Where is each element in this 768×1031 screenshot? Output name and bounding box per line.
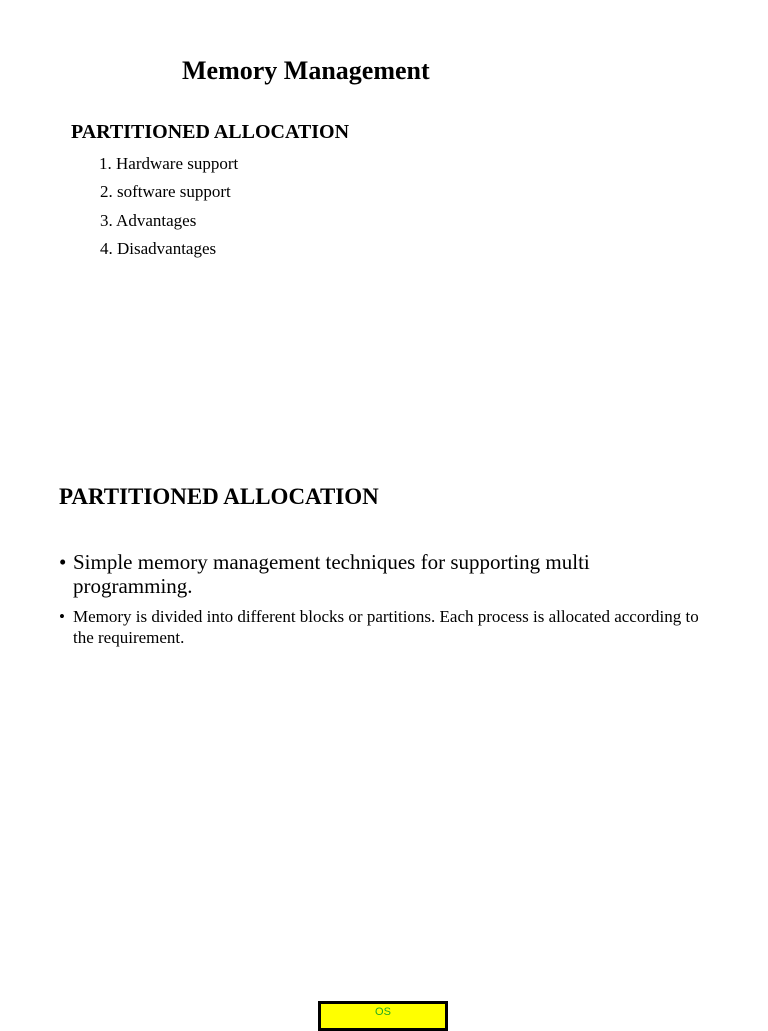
bullet-text: Simple memory management techniques for supporting multi programming.: [73, 550, 590, 598]
slide1-subtitle: PARTITIONED ALLOCATION: [71, 121, 350, 143]
bullet-item-simple-memory-management: [59, 550, 703, 598]
os-memory-block: [318, 1001, 448, 1031]
outline-item-advantages: 3. Advantages: [100, 211, 197, 230]
os-label: OS: [375, 1006, 391, 1018]
outline-item-disadvantages: 4. Disadvantages: [100, 239, 217, 258]
slide1-title: Memory Management: [182, 56, 430, 85]
bullet-item-memory-divided: [59, 606, 703, 648]
bullet-text: Memory is divided into different blocks or partitions. Each process is allocated according to the requirement.: [73, 607, 699, 647]
bullet-dot: •: [59, 550, 67, 574]
outline-item-software-support: 2. software support: [100, 182, 231, 201]
slide2-title: PARTITIONED ALLOCATION: [59, 484, 379, 509]
bullet-dot: •: [59, 607, 65, 626]
outline-item-hardware-support: 1. Hardware support: [99, 154, 239, 173]
